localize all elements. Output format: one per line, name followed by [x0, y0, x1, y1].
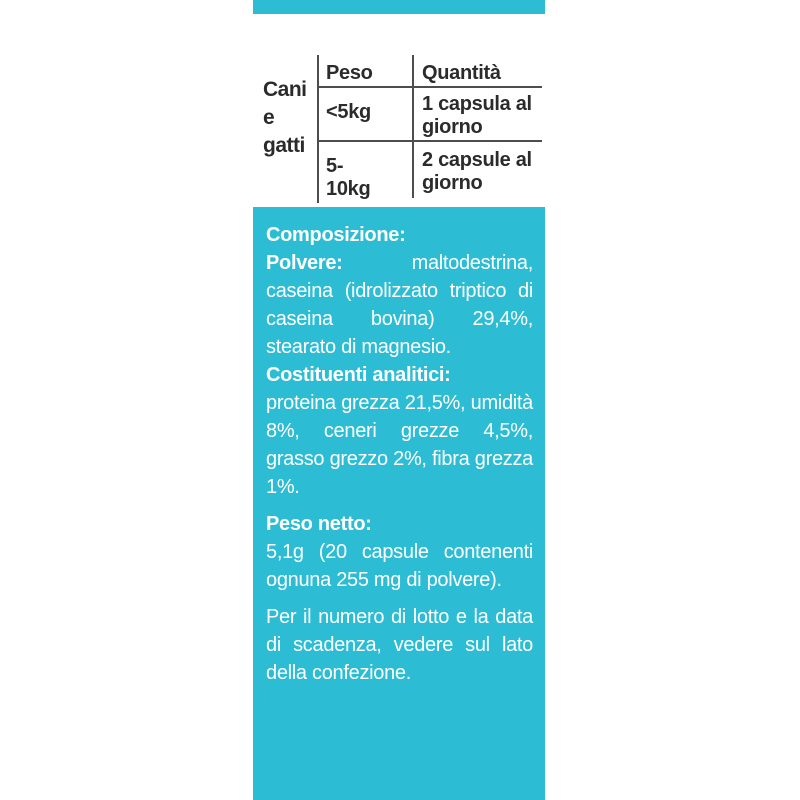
- composition-text: [266, 249, 533, 361]
- analytical-constituents-text: proteina grezza 21,5%, umidità 8%, ceneri grezze 4,5%, grasso grezzo 2%, fibra grezza 1%.: [266, 392, 533, 498]
- lot-and-expiry-note: Per il numero di lotto e la data di scadenza, vedere sul lato della confezione.: [266, 606, 533, 684]
- table-row-group-label: Cani e gatti: [263, 78, 307, 157]
- table-header-divider: [318, 86, 542, 88]
- table-cell-weight-row2: 5-10kg: [326, 155, 371, 200]
- net-weight-text: 5,1g (20 capsule contenenti ognuna 255 mg di polvere).: [266, 541, 533, 591]
- column-header-peso: Peso: [326, 62, 373, 84]
- table-row-divider: [318, 140, 542, 142]
- inline-label-polvere: Polvere:: [266, 252, 343, 274]
- section-heading-costituenti-analitici: Costituenti analitici:: [266, 364, 451, 386]
- section-heading-composizione: Composizione:: [266, 224, 406, 246]
- table-cell-quantity-row2: 2 capsule al giorno: [422, 149, 532, 194]
- composition-text-body: maltodestrina, caseina (idrolizzato triptico di caseina bovina) 29,4%, stearato di magnesio.: [266, 252, 533, 358]
- table-vertical-divider-right: [412, 55, 414, 198]
- table-vertical-divider-left: [317, 55, 319, 203]
- composition-panel: [253, 207, 545, 800]
- column-header-quantita: Quantità: [422, 62, 501, 84]
- table-cell-quantity-row1: 1 capsula al giorno: [422, 93, 532, 138]
- section-heading-peso-netto: Peso netto:: [266, 513, 372, 535]
- top-accent-strip: [253, 0, 545, 14]
- table-cell-weight-row1: <5kg: [326, 101, 371, 123]
